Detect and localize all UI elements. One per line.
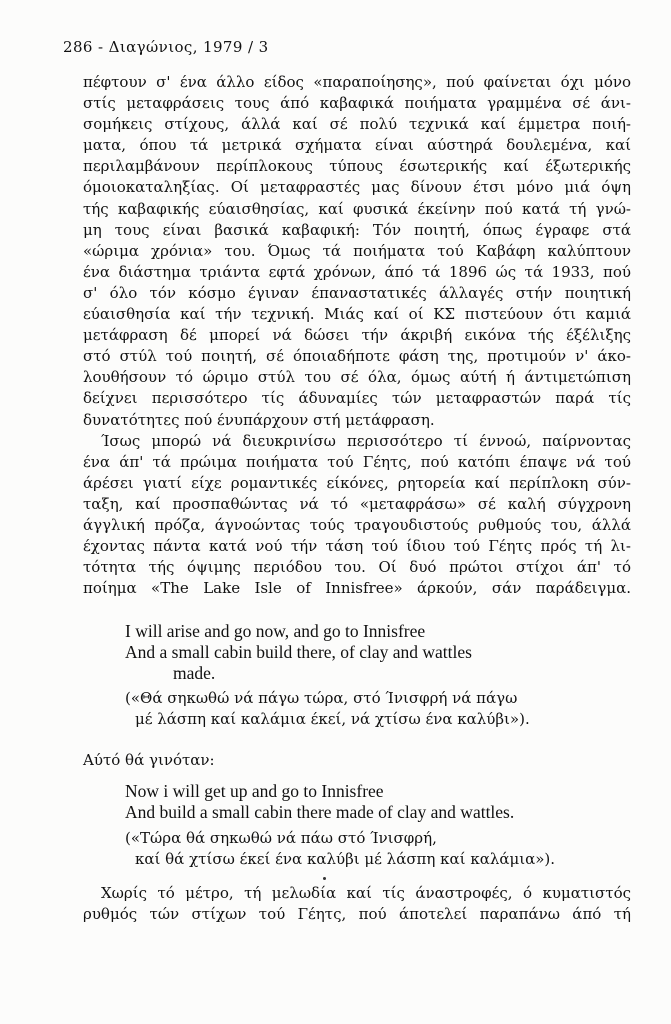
verse-line: («Τώρα θά σηκωθώ νά πάω στό Ίνισφρή, [125,829,437,847]
greek-translation-prose [125,828,555,870]
text-line: στίς μεταφράσεις τους άπό καβαφικά ποιήματα γραμμένα σέ άνι- [83,94,631,113]
text-line: όμοιοκαταληξίας. Οί μεταφραστές μας δίνουν έτσι μόνο μιά όψη [83,178,631,197]
text-line: ρυθμός τών στίχων τού Γέητς, πού άποτελεί παραπάνω άπό τή [83,905,631,924]
greek-translation-original [125,688,530,730]
paragraph-3 [83,883,631,925]
text-line: λουθήσουν τό ώριμο στύλ του σέ όλα, όμως αύτή ή άντιμετώπιση [83,368,631,387]
text-line: άγγλική πρόζα, άγνοώντας τούς τραγουδιστούς ρυθμούς του, άλλά [83,515,631,534]
text-line: Χωρίς τό μέτρο, τή μελωδία καί τίς άναστροφές, ό κυματιστός [101,884,631,902]
text-line: δείχνει περισσότερο τίς άδυναμίες τών μεταφραστών παρά τίς [83,389,631,408]
verse-line: μέ λάσπη καί καλάμια έκεί, νά χτίσω ένα καλύβι»). [135,710,530,728]
text-line: στό στύλ τού ποιητή, σέ όποιαδήποτε φάση της, προτιμούν ν' άκο- [83,347,631,366]
text-line: σομήκεις στίχους, άλλά καί σέ πολύ τεχνικά καί έμμετρα ποιή- [83,115,631,134]
text-line: Ίσως μπορώ νά διευκρινίσω περισσότερο τί έννοώ, παίρνοντας [101,431,631,450]
text-line: τής καβαφικής εύαισθησίας, καί φυσικά έκείνην πού κατά τή γνώ- [83,199,631,218]
text-line: μη τους είναι βασικά καβαφική: Τόν ποιητή, όπως έγραφε στά [83,220,631,239]
running-head: 286 - Διαγώνιος, 1979 / 3 [63,38,269,56]
text-line: έχοντας πάντα κατά νού τήν τάση τού ίδιου τού Γέητς πρός τή λι- [83,537,631,556]
verse-line: («Θά σηκωθώ νά πάγω τώρα, στό Ίνισφρή νά πάγω [125,689,518,707]
verse-line: I will arise and go now, and go to Innisfree [125,621,426,641]
verse-line: And build a small cabin there made of clay and wattles. [125,802,515,822]
transition-line: Αύτό θά γινόταν: [83,751,215,769]
text-line: ένα άπ' τά πρώιμα ποιήματα τού Γέητς, πού κατόπι έπαψε νά τού [83,452,631,471]
text-line: ένα διάστημα τριάντα εφτά χρόνων, άπό τά 1896 ώς τά 1933, πού [83,262,631,281]
text-line: σ' όλο τόν κόσμο έγιναν έπαναστατικές άλλαγές στήν ποιητική [83,283,631,302]
verse-line: And a small cabin build there, of clay and wattles [125,642,472,662]
text-line: «ώριμα χρόνια» του. Όμως τά ποιήματα τού Καβάφη καλύπτουν [83,241,631,260]
text-line: πέφτουν σ' ένα άλλο είδος «παραποίησης», πού φαίνεται όχι μόνο [83,73,631,91]
text-line: άρέσει γιατί είχε ρομαντικές είκόνες, ρητορεία καί περίπλοκη σύν- [83,473,631,492]
verse-line: Now i will get up and go to Innisfree [125,781,384,801]
verse-line: made. [173,663,216,683]
print-speck [323,877,326,880]
text-line: ματα, όπου τά μετρικά σχήματα είναι αύστηρά δουλεμένα, καί [83,136,631,155]
text-line: ταξη, καί προσπαθώντας νά τό «μεταφράσω» σέ καλή σύγχρονη [83,494,631,513]
text-line: περιλαμβάνουν περίπλοκους τύπους έσωτερικής καί έξωτερικής [83,157,631,176]
verse-line: καί θά χτίσω έκεί ένα καλύβι μέ λάσπη καί καλάμια»). [135,850,556,868]
text-line: τότητα τής όψιμης περιόδου του. Οί δυό πρώτοι στίχοι άπ' τό [83,558,631,577]
text-line: ποίημα «The Lake Isle of Innisfree» άρκούν, σάν παράδειγμα. [83,579,631,598]
english-quote-original [125,621,472,684]
english-quote-prose [125,781,514,823]
text-line: μετάφραση δέ μπορεί νά δώσει τήν άκριβή εικόνα τής έξέλιξης [83,326,631,345]
paragraph-1 [83,72,631,599]
text-line: εύαισθησία καί τήν τεχνική. Μιάς καί οί ΚΣ πιστεύουν ότι καμιά [83,305,631,324]
text-line: δυνατότητες πού ένυπάρχουν στή μετάφραση. [83,410,435,429]
